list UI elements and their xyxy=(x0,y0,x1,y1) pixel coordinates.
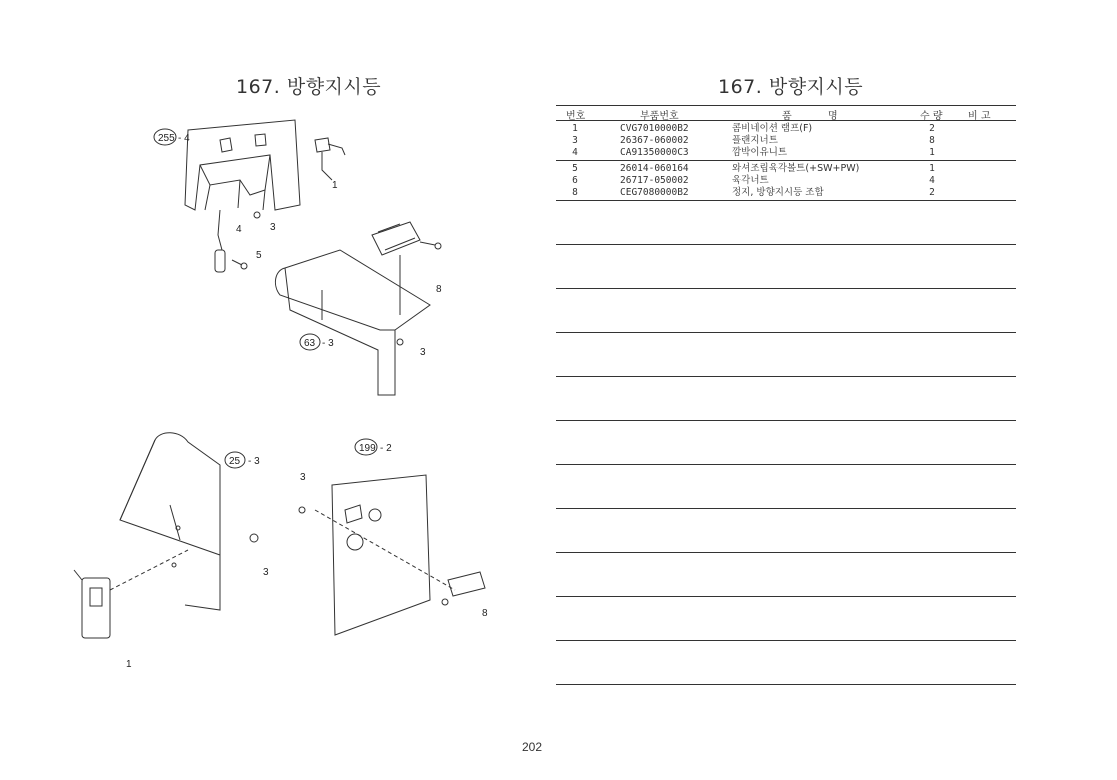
part-number: 26367-060002 xyxy=(620,135,689,146)
exploded-parts-diagram xyxy=(60,110,500,680)
blank-row xyxy=(556,377,1016,421)
svg-text:- 4: - 4 xyxy=(178,133,190,144)
item-label: 5 xyxy=(256,250,262,261)
parts-list-title: 167. 방향지시등 xyxy=(718,76,864,98)
item-label: 3 xyxy=(420,347,426,358)
part-name: 정지, 방향지시등 조합 xyxy=(732,187,824,198)
header-part-no: 부품번호 xyxy=(640,111,679,122)
callout-63 xyxy=(300,334,334,350)
part-number: CA91350000C3 xyxy=(620,147,689,158)
item-label: 3 xyxy=(300,472,306,483)
table-row xyxy=(556,175,1016,187)
item-no: 5 xyxy=(572,163,578,174)
parts-group xyxy=(556,161,1016,201)
callout-199 xyxy=(355,439,392,455)
item-label: 8 xyxy=(482,608,488,619)
cover-plate-drawing xyxy=(299,475,485,635)
item-no: 1 xyxy=(572,123,578,134)
svg-text:- 3: - 3 xyxy=(248,456,260,467)
part-name: 와셔조립육각볼트(+SW+PW) xyxy=(732,163,860,174)
svg-text:255: 255 xyxy=(158,133,175,144)
item-label: 3 xyxy=(270,222,276,233)
blank-row xyxy=(556,509,1016,553)
svg-text:25: 25 xyxy=(229,456,241,467)
table-row xyxy=(556,163,1016,175)
quantity: 2 xyxy=(929,187,935,198)
header-name-b: 명 xyxy=(828,111,838,122)
part-number: CEG7080000B2 xyxy=(620,187,689,198)
blank-row xyxy=(556,641,1016,685)
blank-row xyxy=(556,245,1016,289)
header-no: 번호 xyxy=(566,111,586,122)
item-no: 4 xyxy=(572,147,578,158)
part-number: 26014-060164 xyxy=(620,163,689,174)
table-row xyxy=(556,135,1016,147)
item-label: 4 xyxy=(236,224,242,235)
blank-row xyxy=(556,333,1016,377)
flasher-bracket-drawing xyxy=(185,120,345,272)
svg-text:- 2: - 2 xyxy=(380,443,392,454)
fender-panel-drawing xyxy=(275,222,441,395)
quantity: 1 xyxy=(929,147,935,158)
part-number: 26717-050002 xyxy=(620,175,689,186)
blank-row xyxy=(556,553,1016,597)
page-number: 202 xyxy=(522,740,543,754)
item-no: 3 xyxy=(572,135,578,146)
parts-group xyxy=(556,121,1016,161)
table-row xyxy=(556,187,1016,199)
blank-row xyxy=(556,201,1016,245)
header-remark: 비 고 xyxy=(968,111,991,122)
item-no: 8 xyxy=(572,187,578,198)
callout-25 xyxy=(225,452,260,468)
svg-text:- 3: - 3 xyxy=(322,338,334,349)
table-row xyxy=(556,147,1016,159)
blank-row xyxy=(556,421,1016,465)
parts-list-header xyxy=(556,105,1016,121)
quantity: 4 xyxy=(929,175,935,186)
item-label: 1 xyxy=(126,659,132,670)
item-label: 3 xyxy=(263,567,269,578)
parts-list xyxy=(556,105,1016,685)
header-name-a: 품 xyxy=(782,111,792,122)
part-name: 육각너트 xyxy=(732,175,769,186)
table-row xyxy=(556,123,1016,135)
part-name: 깜박이유니트 xyxy=(732,147,788,158)
quantity: 8 xyxy=(929,135,935,146)
part-name: 콤비네이션 램프(F) xyxy=(732,123,813,134)
svg-text:199: 199 xyxy=(359,443,376,454)
item-label: 1 xyxy=(332,180,338,191)
blank-row xyxy=(556,465,1016,509)
callout-255 xyxy=(154,129,190,145)
svg-text:63: 63 xyxy=(304,338,316,349)
diagram-title: 167. 방향지시등 xyxy=(236,76,382,98)
header-qty: 수 량 xyxy=(920,111,943,122)
blank-row xyxy=(556,289,1016,333)
item-no: 6 xyxy=(572,175,578,186)
blank-row xyxy=(556,597,1016,641)
quantity: 1 xyxy=(929,163,935,174)
part-number: CVG7010000B2 xyxy=(620,123,689,134)
part-name: 플랜지너트 xyxy=(732,135,778,146)
item-label: 8 xyxy=(436,284,442,295)
quantity: 2 xyxy=(929,123,935,134)
